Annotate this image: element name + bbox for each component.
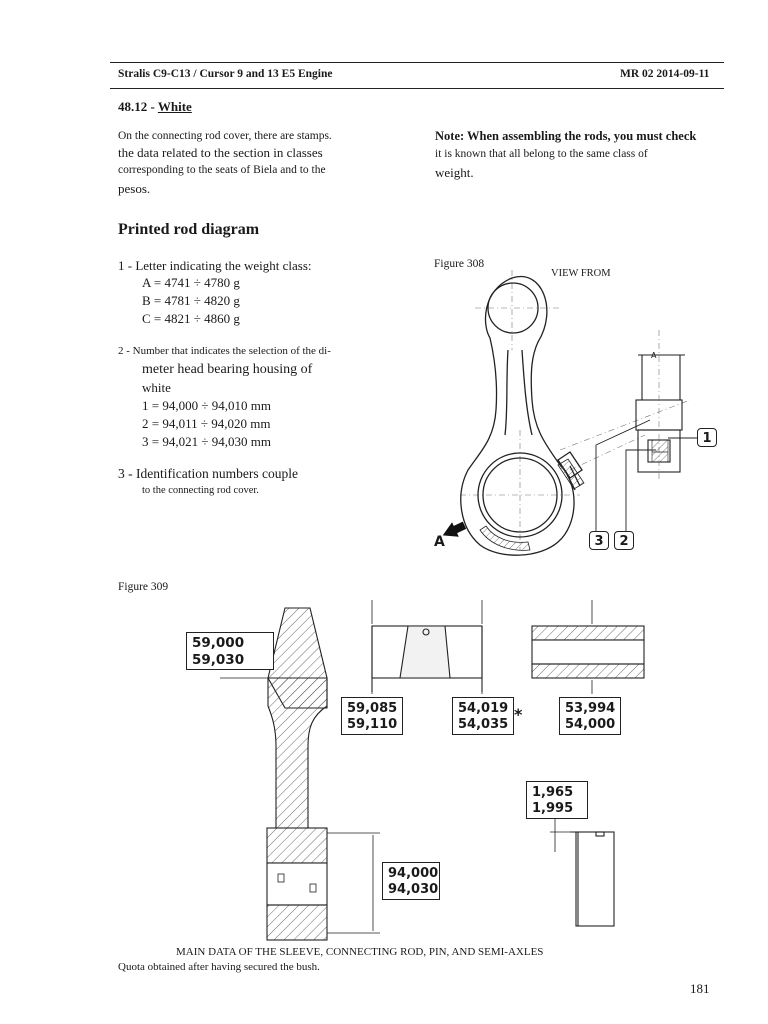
dim-sleeve-inner-min: 54,019 — [458, 701, 509, 716]
callout-1-text: 1 — [702, 431, 712, 446]
figure309-note: Quota obtained after having secured the bush. — [118, 961, 320, 973]
rod-diagram-title: Printed rod diagram — [118, 221, 260, 238]
callout-2-badge — [614, 531, 634, 550]
callout-3-badge — [589, 531, 609, 550]
dim-sleeve-inner-max: 54,035 — [458, 717, 509, 732]
weight-class-a: A = 4741 ÷ 4780 g — [142, 275, 240, 290]
dim-pin-min: 53,994 — [565, 701, 616, 716]
note-block — [435, 128, 735, 182]
item2-cont2: white — [142, 380, 171, 395]
page-number: 181 — [690, 981, 710, 996]
dim-rod-top-max: 59,030 — [192, 652, 245, 668]
header-top-rule — [110, 62, 724, 63]
figure309-caption: MAIN DATA OF THE SLEEVE, CONNECTING ROD, PIN, AND SEMI-AXLES — [176, 946, 544, 958]
intro-line: the data related to the section in classes — [118, 145, 323, 160]
callout-2-text: 2 — [619, 534, 629, 549]
dim-rod-top-box — [186, 632, 274, 670]
note-line: it is known that all belong to the same class of — [435, 148, 648, 160]
weight-class-b: B = 4781 ÷ 4820 g — [142, 293, 240, 308]
header-title: Stralis C9-C13 / Cursor 9 and 13 E5 Engine — [118, 68, 333, 80]
intro-paragraph — [118, 128, 398, 198]
dim-shell-min: 1,965 — [532, 785, 574, 800]
dim-rod-top-min: 59,000 — [192, 635, 245, 651]
header-bottom-rule — [110, 88, 724, 89]
dim-pin-max: 54,000 — [565, 717, 616, 732]
section-name: White — [157, 99, 192, 114]
intro-line: On the connecting rod cover, there are stamps. — [118, 130, 332, 142]
callout-3-text: 3 — [594, 534, 604, 549]
section-title — [118, 99, 192, 115]
item2-values — [142, 397, 271, 451]
asterisk-mark: * — [514, 705, 523, 724]
header-code: MR 02 2014-09-11 — [620, 68, 710, 80]
intro-line: pesos. — [118, 181, 151, 196]
note-bold: Note: When assembling the rods, you must check — [435, 129, 697, 143]
connecting-rod-drawing — [420, 270, 720, 560]
view-arrow-label: A — [434, 534, 445, 550]
dim-sleeve-inner-box — [452, 697, 514, 735]
item2-label: 2 - Number that indicates the selection of the di- — [118, 345, 331, 357]
view-from-label: VIEW FROM — [551, 268, 611, 279]
figure309-label: Figure 309 — [118, 581, 169, 593]
item3-label: 3 - Identification numbers couple — [118, 466, 298, 481]
item2-cont1: meter head bearing housing of — [142, 362, 313, 377]
bearing-class-2: 2 = 94,011 ÷ 94,020 mm — [142, 416, 271, 431]
dim-sleeve-outer-box — [341, 697, 403, 735]
figure308-label: Figure 308 — [434, 258, 485, 270]
bearing-class-1: 1 = 94,000 ÷ 94,010 mm — [142, 398, 271, 413]
item1-label: 1 - Letter indicating the weight class: — [118, 258, 312, 273]
view-letter-a: A — [651, 351, 657, 360]
item3-cont: to the connecting rod cover. — [142, 485, 259, 496]
dim-sleeve-outer-max: 59,110 — [347, 717, 398, 732]
dim-big-end-min: 94,000 — [388, 866, 439, 881]
section-number: 48.12 - — [118, 99, 158, 114]
intro-line: corresponding to the seats of Biela and to the — [118, 164, 326, 176]
note-line: weight. — [435, 165, 474, 180]
weight-class-c: C = 4821 ÷ 4860 g — [142, 311, 240, 326]
dim-shell-max: 1,995 — [532, 801, 574, 816]
bearing-class-3: 3 = 94,021 ÷ 94,030 mm — [142, 434, 271, 449]
dim-sleeve-outer-min: 59,085 — [347, 701, 398, 716]
dim-big-end-box — [382, 862, 440, 900]
item1-values — [142, 274, 240, 328]
dim-pin-box — [559, 697, 621, 735]
dim-shell-box — [526, 781, 588, 819]
dim-big-end-max: 94,030 — [388, 882, 439, 897]
callout-1-badge — [697, 428, 717, 447]
